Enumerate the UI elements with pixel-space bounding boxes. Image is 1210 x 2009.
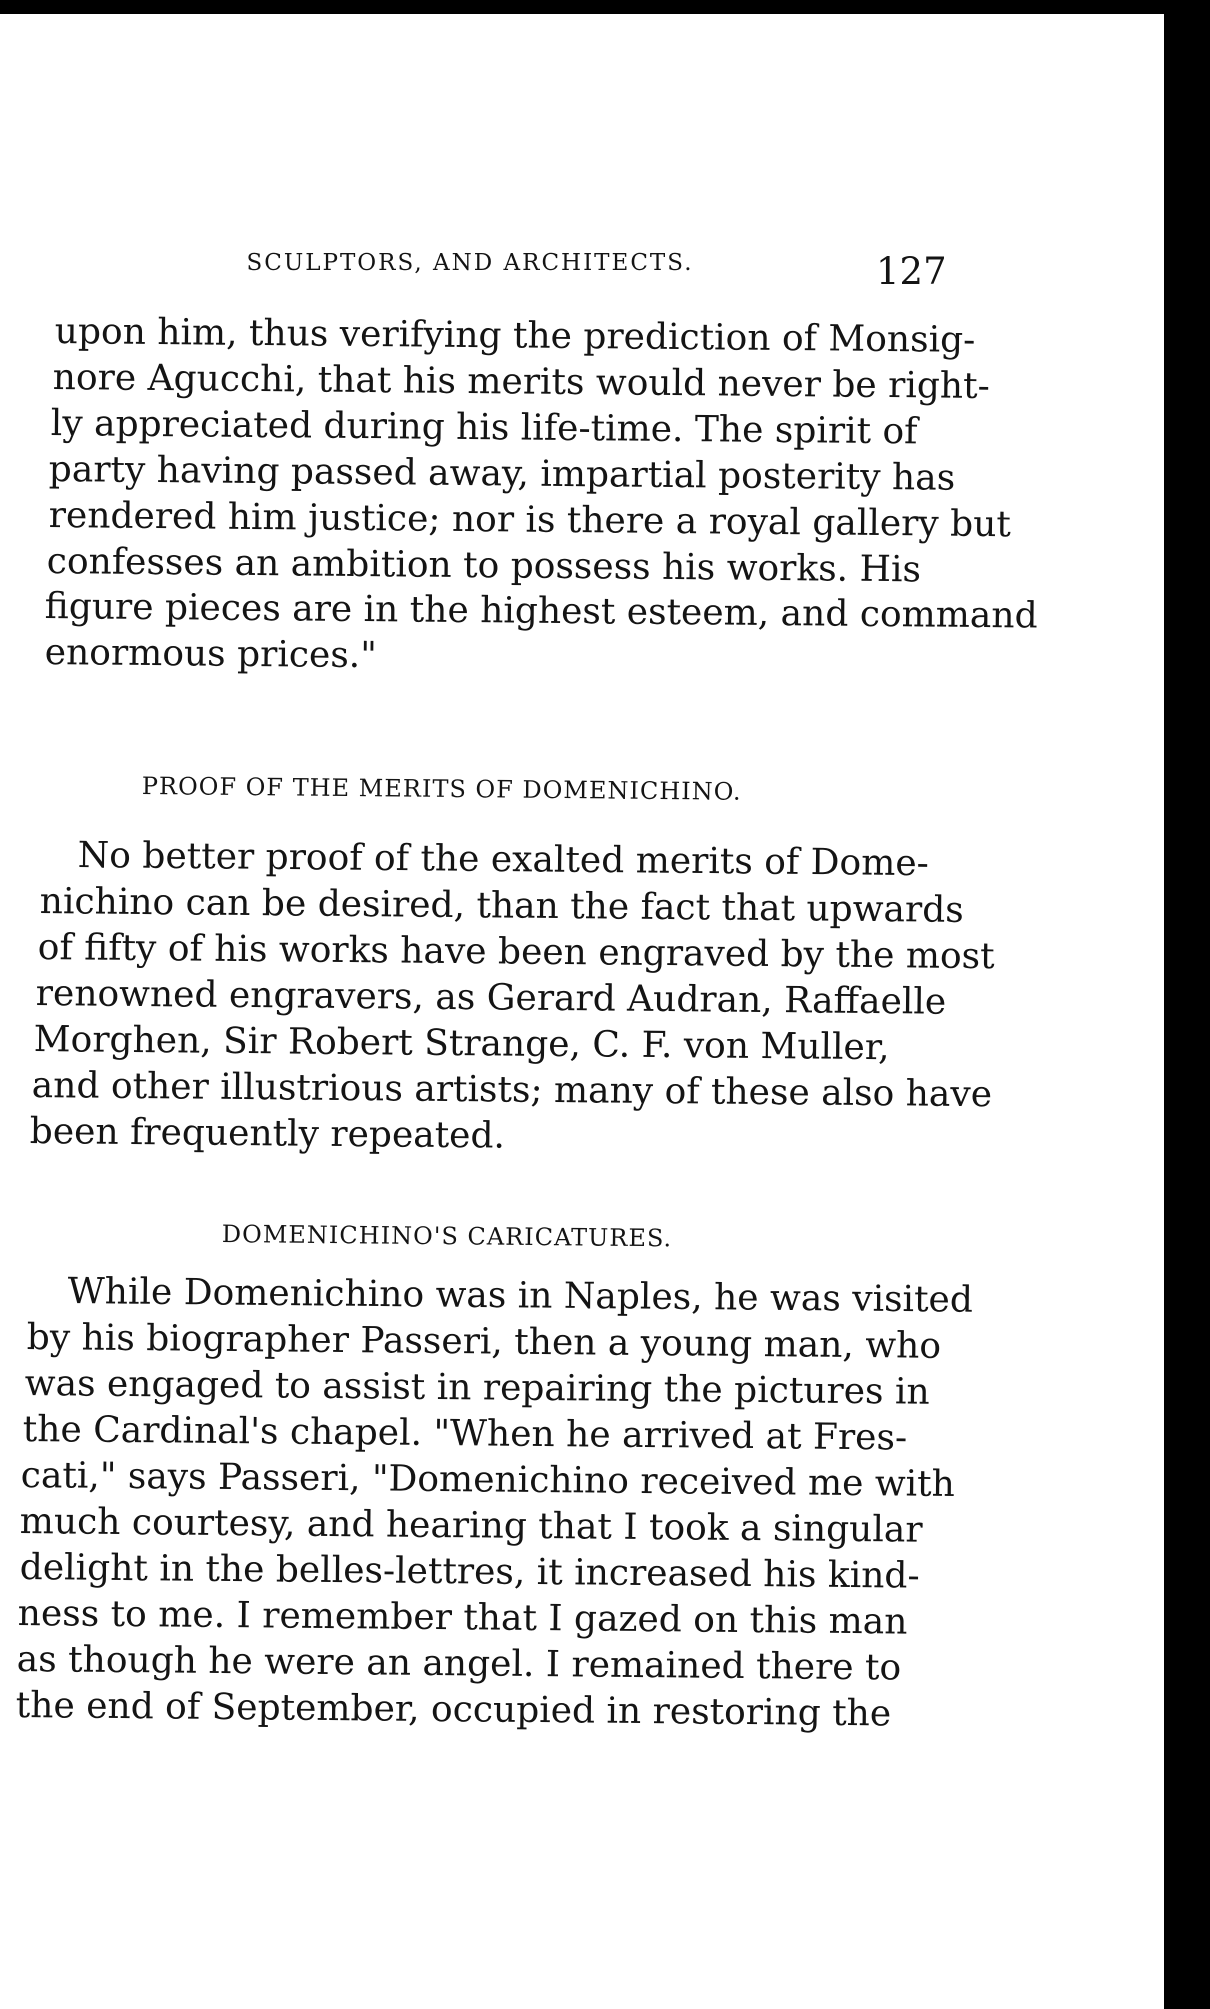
text-line: nore Agucchi, that his merits would never be right-: [52, 356, 990, 407]
text-line: enormous prices.": [44, 631, 377, 677]
text-line: confesses an ambition to possess his works. His: [46, 540, 922, 591]
text-line: renowned engravers, as Gerard Audran, Raffaelle: [35, 972, 947, 1023]
text-line: figure pieces are in the highest esteem, and command: [44, 585, 1038, 637]
text-line: of fifty of his works have been engraved by the most: [37, 926, 995, 978]
running-head: SCULPTORS, AND ARCHITECTS.: [246, 250, 694, 276]
text-line: No better proof of the exalted merits of Dome-: [77, 834, 929, 885]
text-line: much courtesy, and hearing that I took a singular: [19, 1501, 923, 1551]
text-line: the end of September, occupied in restoring the: [15, 1685, 892, 1735]
scan-right-edge: [1164, 0, 1210, 2009]
text-line: as though he were an angel. I remained there to: [16, 1639, 902, 1689]
text-line: and other illustrious artists; many of these also have: [31, 1065, 993, 1116]
text-line: by his biographer Passeri, then a young man, who: [26, 1317, 942, 1367]
page-number: 127: [876, 250, 947, 293]
text-line: ness to me. I remember that I gazed on this man: [17, 1593, 908, 1643]
section-heading: PROOF OF THE MERITS OF DOMENICHINO.: [141, 772, 742, 806]
scan-top-edge: [0, 0, 1210, 14]
text-line: Morghen, Sir Robert Strange, C. F. von Muller,: [33, 1018, 890, 1069]
text-line: upon him, thus verifying the prediction of Monsig-: [54, 310, 976, 361]
text-line: been frequently repeated.: [29, 1111, 506, 1157]
text-line: delight in the belles-lettres, it increased his kind-: [19, 1547, 920, 1597]
text-line: was engaged to assist in repairing the pictures in: [24, 1363, 930, 1413]
section-heading: DOMENICHINO'S CARICATURES.: [221, 1220, 673, 1253]
text-line: While Domenichino was in Naples, he was visited: [67, 1271, 974, 1321]
text-line: party having passed away, impartial posterity has: [48, 448, 956, 499]
text-line: cati," says Passeri, "Domenichino received me with: [20, 1455, 956, 1505]
text-line: nichino can be desired, than the fact that upwards: [39, 880, 964, 931]
text-line: ly appreciated during his life-time. The spirit of: [50, 402, 918, 453]
text-line: rendered him justice; nor is there a royal gallery but: [48, 494, 1012, 546]
text-line: the Cardinal's chapel. "When he arrived at Fres-: [22, 1409, 908, 1459]
